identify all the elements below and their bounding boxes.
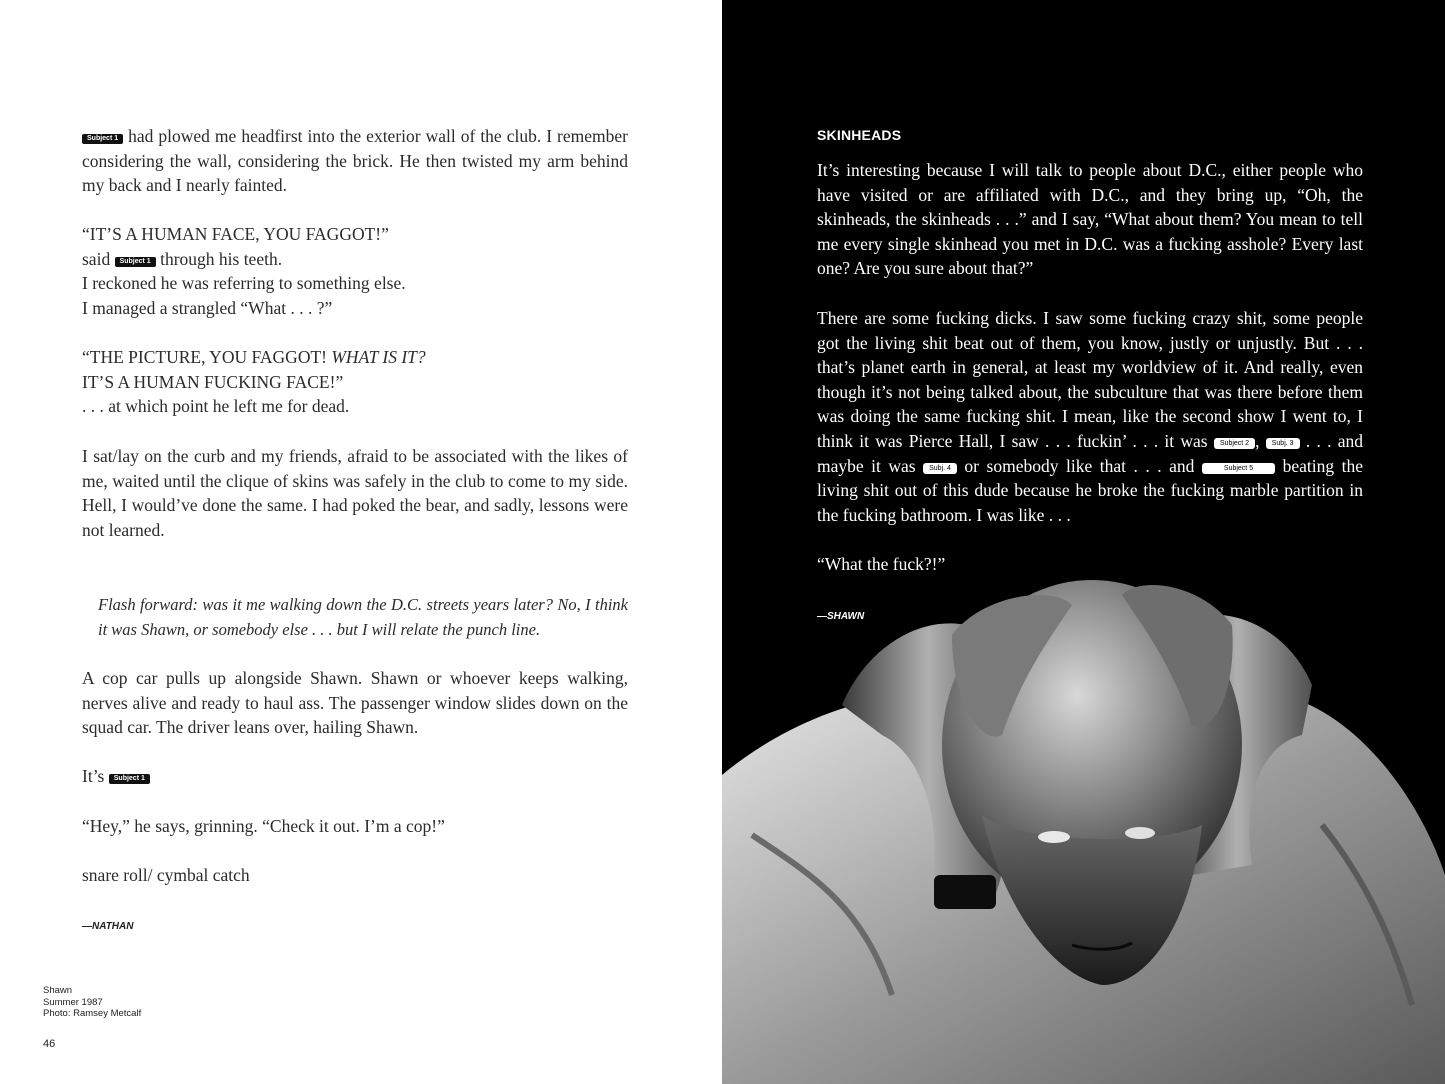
redaction-subject-2: Subject 2 (1214, 438, 1255, 449)
paragraph-1: Subject 1 had plowed me headfirst into the exterior wall of the club. I remember considering the wall, considering the brick. He then twisted my arm behind my back and I nearly fainted. (82, 126, 628, 196)
right-paragraph-1: It’s interesting because I will talk to people about D.C., either people who have visited or are affiliated with D.C., and they bring up, “Oh, the skinheads, the skinheads . . .” and I say, “What about them? You mean to tell me every single skinhead you met in D.C. was a fucking asshole? Every last one? Are you sure about that?” (817, 160, 1363, 279)
paragraph-5: A cop car pulls up alongside Shawn. Shawn or whoever keeps walking, nerves alive and ready to haul ass. The passenger window slides down on the squad car. The driver leans over, hailing Shawn. (82, 668, 628, 738)
redaction-subject-1: Subject 1 (82, 134, 123, 144)
flash-forward: Flash forward: was it me walking down the D.C. streets years later? No, I think it was Shawn, or somebody else . . . but I will relate the punch line. (98, 595, 628, 639)
right-paragraph-3: “What the fuck?!” (817, 554, 946, 574)
paragraph-4: I sat/lay on the curb and my friends, afraid to be associated with the likes of me, waited until the clique of skins was safely in the club to come to my side. Hell, I would’ve done the same. I had poked the bear, and sadly, lessons were not learned. (82, 446, 628, 540)
redaction-subj-3: Subj. 3 (1266, 438, 1300, 449)
photo-caption: Shawn Summer 1987 Photo: Ramsey Metcalf (43, 985, 142, 1019)
paragraph-6: It’s Subject 1 (82, 764, 628, 789)
redaction-subj-4: Subj. 4 (923, 463, 957, 474)
redaction-subject-5: Subject 5 (1202, 463, 1275, 474)
paragraph-7: “Hey,” he says, grinning. “Check it out. I’m a cop!” (82, 816, 445, 836)
paragraph-2: “IT’S A HUMAN FACE, YOU FAGGOT!” said Subject 1 through his teeth. I reckoned he was referring to something else. I managed a strangled “What . . . ?” (82, 224, 406, 318)
paragraph-8: snare roll/ cymbal catch (82, 865, 250, 885)
photo-shawn (722, 575, 1445, 1084)
page-number: 46 (43, 1038, 56, 1050)
signature-nathan: —NATHAN (82, 921, 134, 932)
redaction-subject-1: Subject 1 (115, 257, 156, 267)
section-heading: SKINHEADS (817, 127, 902, 143)
signature-shawn: —SHAWN (817, 611, 865, 622)
redaction-subject-1: Subject 1 (109, 774, 150, 784)
paragraph-3: “THE PICTURE, YOU FAGGOT! WHAT IS IT? IT’S A HUMAN FUCKING FACE!” . . . at which point he left me for dead. (82, 347, 426, 417)
right-paragraph-2: There are some fucking dicks. I saw some fucking crazy shit, some people got the living shit beat out of them, you know, justly or unjustly. But . . . that’s planet earth in general, at least my worldview of it. And really, even though it’s not being talked about, the subculture that was there before them was doing the same fucking shit. I mean, like the second show I went to, I think it was Pierce Hall, I saw . . . fuckin’ . . . it was Subject 2 , Subj. 3 . . . and maybe it was Subj. 4 or somebody like that . . . and Subject 5 beating the living shit out of this dude because he broke the fucking marble partition in the fucking bathroom. I was like . . . (817, 308, 1363, 525)
